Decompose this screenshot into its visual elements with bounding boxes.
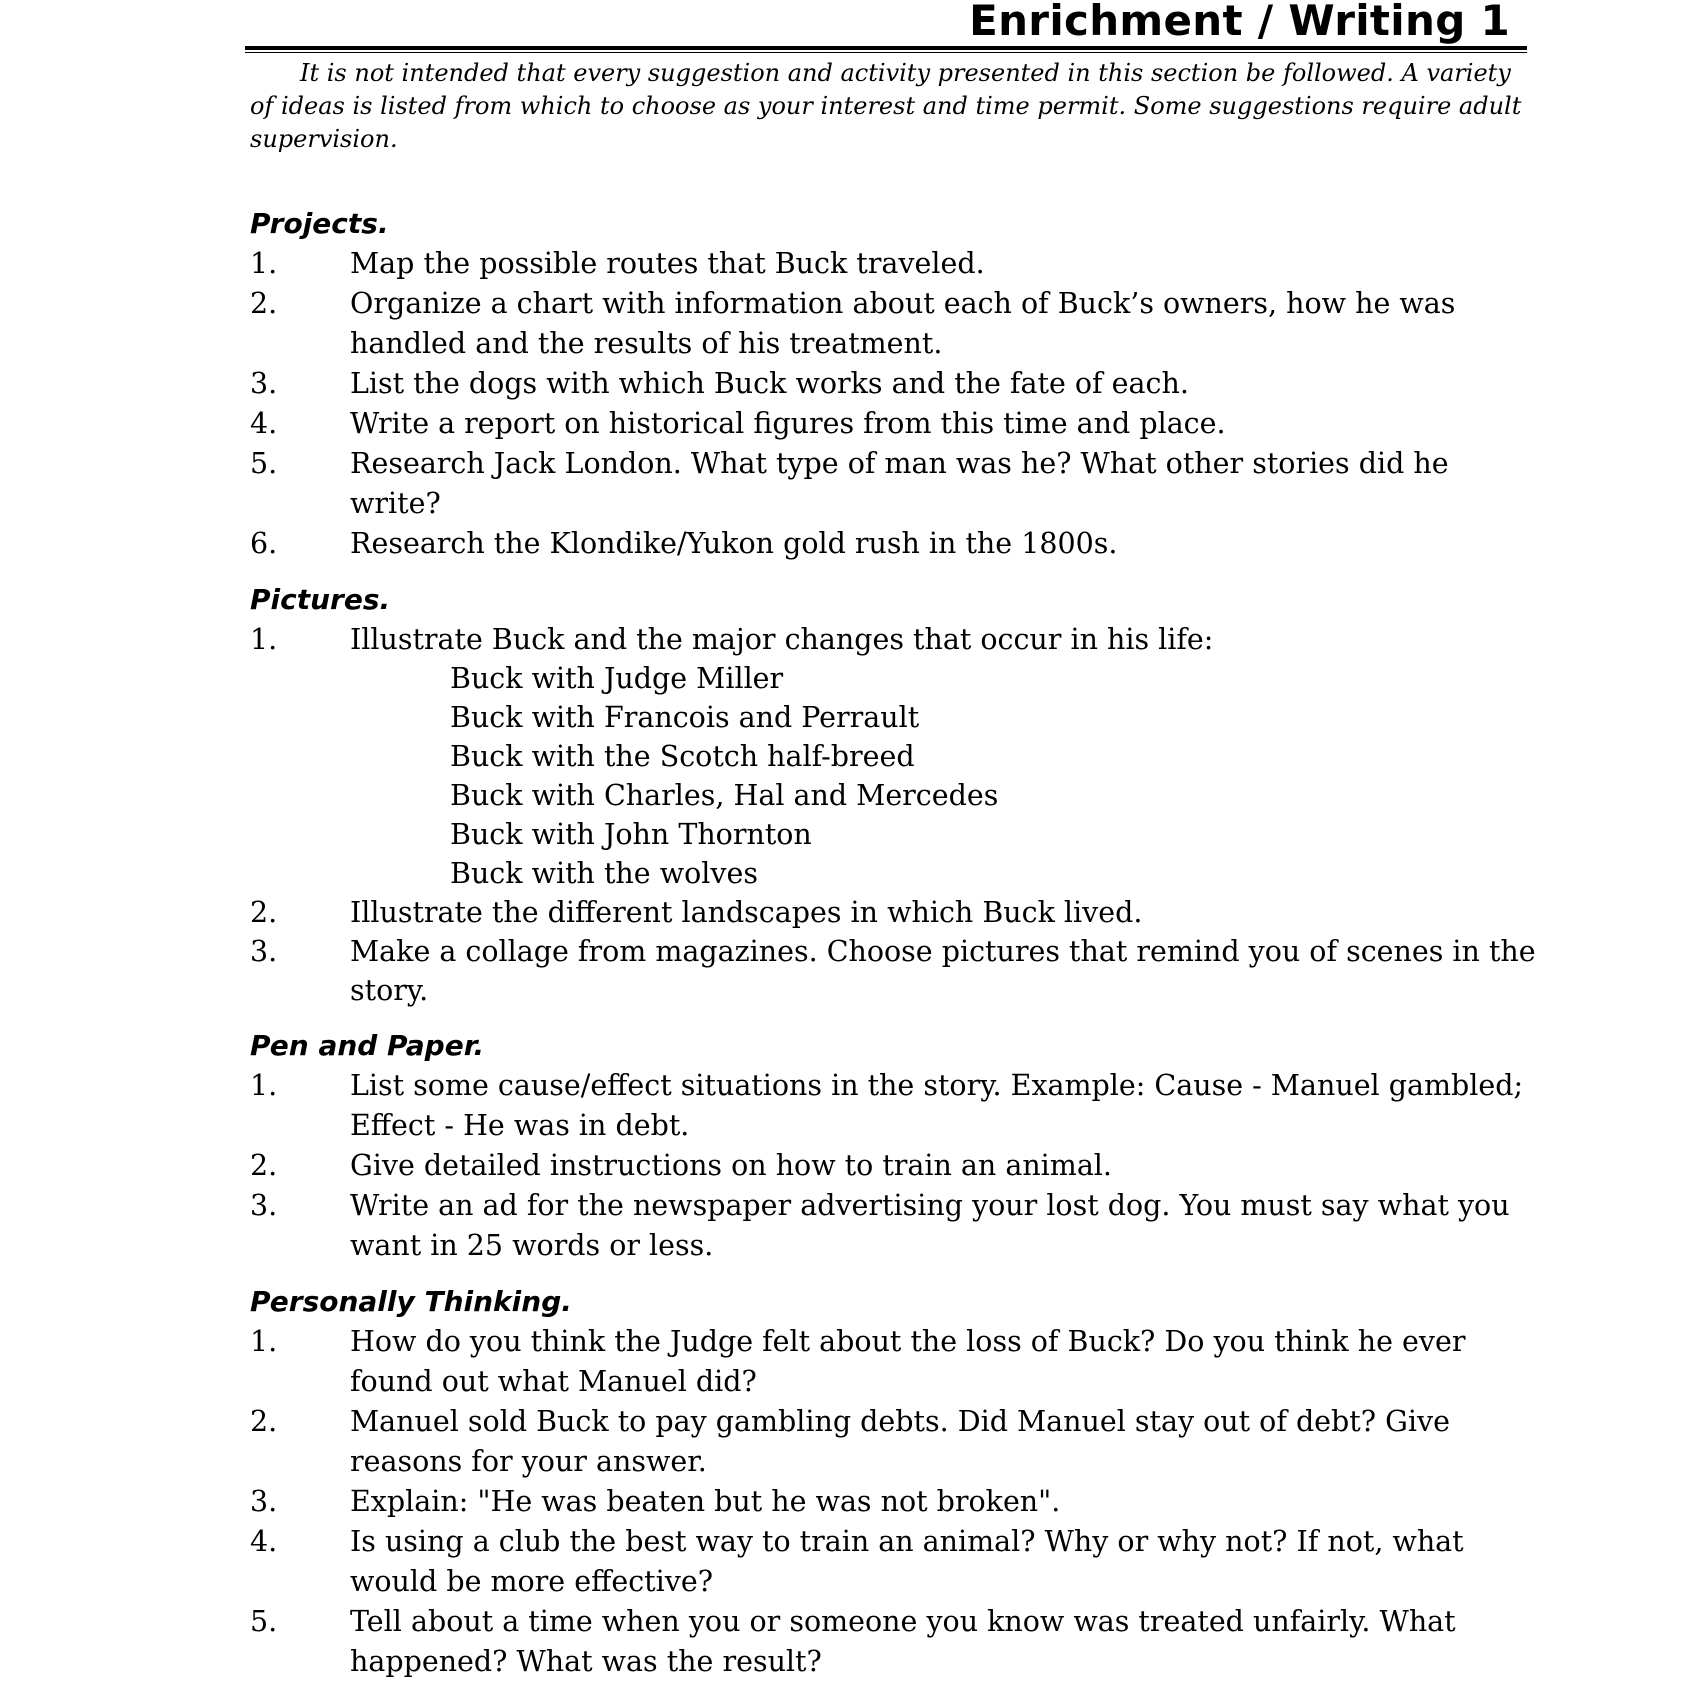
list-item bbox=[250, 364, 1540, 404]
item-text: Illustrate Buck and the major changes that occur in his life: bbox=[350, 623, 1214, 656]
item-text: Tell about a time when you or someone you know was treated unfairly. What happened? What was the result? bbox=[350, 1605, 1456, 1678]
item-number: 1. bbox=[250, 623, 278, 656]
list-item bbox=[250, 1186, 1540, 1266]
item-number: 1. bbox=[250, 247, 278, 280]
list-item bbox=[250, 620, 1540, 659]
item-number: 3. bbox=[250, 935, 278, 968]
item-text: List some cause/effect situations in the story. Example: Cause - Manuel gambled; Effect - He was in debt. bbox=[350, 1069, 1524, 1142]
item-text: How do you think the Judge felt about the loss of Buck? Do you think he ever found out what Manuel did? bbox=[350, 1325, 1466, 1398]
item-number: 3. bbox=[250, 1189, 278, 1222]
list-item bbox=[250, 244, 1540, 284]
item-number: 5. bbox=[250, 447, 278, 480]
list-item bbox=[250, 1402, 1540, 1482]
item-text: Is using a club the best way to train an animal? Why or why not? If not, what would be more effective? bbox=[350, 1525, 1464, 1598]
item-number: 4. bbox=[250, 1525, 278, 1558]
item-text: Map the possible routes that Buck traveled. bbox=[350, 247, 985, 280]
item-text: Write a report on historical figures from this time and place. bbox=[350, 407, 1226, 440]
sub-item: Buck with Francois and Perrault bbox=[450, 701, 920, 734]
item-text: Write an ad for the newspaper advertising your lost dog. You must say what you want in 25 words or less. bbox=[350, 1189, 1510, 1262]
item-number: 4. bbox=[250, 407, 278, 440]
section-heading: Projects. bbox=[250, 207, 389, 240]
section-heading: Pictures. bbox=[250, 583, 391, 616]
item-text: Make a collage from magazines. Choose pictures that remind you of scenes in the story. bbox=[350, 935, 1536, 1007]
item-text: Manuel sold Buck to pay gambling debts. Did Manuel stay out of debt? Give reasons for your answer. bbox=[350, 1405, 1450, 1478]
list-item bbox=[250, 932, 1540, 1010]
item-number: 2. bbox=[250, 1149, 278, 1182]
item-text: Organize a chart with information about each of Buck’s owners, how he was handled and the results of his treatment. bbox=[350, 287, 1456, 360]
list-item bbox=[250, 1146, 1540, 1186]
item-number: 2. bbox=[250, 896, 278, 929]
list-item bbox=[250, 284, 1540, 364]
list-item bbox=[250, 524, 1540, 564]
section-pen-and-paper bbox=[250, 1026, 1540, 1266]
sub-item: Buck with the wolves bbox=[450, 857, 758, 890]
list-item bbox=[250, 1602, 1540, 1682]
list-item bbox=[250, 1482, 1540, 1522]
section-personally-thinking bbox=[250, 1282, 1540, 1682]
item-number: 2. bbox=[250, 1405, 278, 1438]
list-item bbox=[250, 404, 1540, 444]
sub-item: Buck with the Scotch half-breed bbox=[450, 740, 915, 773]
item-number: 1. bbox=[250, 1069, 278, 1102]
item-text: Illustrate the different landscapes in which Buck lived. bbox=[350, 896, 1143, 929]
item-text: Explain: "He was beaten but he was not broken". bbox=[350, 1485, 1061, 1518]
intro-note: It is not intended that every suggestion and activity presented in this section be followed. A variety of ideas is listed from which to choose as your interest and time permit. Some suggestions require adult supervision. bbox=[250, 59, 1522, 153]
item-text: Give detailed instructions on how to train an animal. bbox=[350, 1149, 1112, 1182]
list-item bbox=[250, 444, 1540, 524]
item-text: Research the Klondike/Yukon gold rush in the 1800s. bbox=[350, 527, 1118, 560]
header-rule-thin bbox=[245, 52, 1527, 53]
list-item bbox=[250, 1522, 1540, 1602]
item-text: List the dogs with which Buck works and the fate of each. bbox=[350, 367, 1189, 400]
section-projects bbox=[250, 204, 1540, 564]
page-title: Enrichment / Writing 1 bbox=[969, 0, 1510, 45]
sub-item: Buck with Charles, Hal and Mercedes bbox=[450, 779, 999, 812]
item-number: 1. bbox=[250, 1325, 278, 1358]
list-item bbox=[250, 1066, 1540, 1146]
list-item bbox=[250, 893, 1540, 932]
item-number: 3. bbox=[250, 367, 278, 400]
header-rule bbox=[245, 46, 1527, 50]
item-number: 2. bbox=[250, 287, 278, 320]
section-heading: Personally Thinking. bbox=[250, 1285, 572, 1318]
item-number: 3. bbox=[250, 1485, 278, 1518]
item-number: 5. bbox=[250, 1605, 278, 1638]
section-heading: Pen and Paper. bbox=[250, 1029, 485, 1062]
worksheet-content bbox=[250, 204, 1540, 1682]
section-pictures bbox=[250, 580, 1540, 1010]
item-text: Research Jack London. What type of man was he? What other stories did he write? bbox=[350, 447, 1449, 520]
list-item bbox=[250, 1322, 1540, 1402]
sub-item: Buck with Judge Miller bbox=[450, 662, 784, 695]
item-number: 6. bbox=[250, 527, 278, 560]
sub-item: Buck with John Thornton bbox=[450, 818, 812, 851]
